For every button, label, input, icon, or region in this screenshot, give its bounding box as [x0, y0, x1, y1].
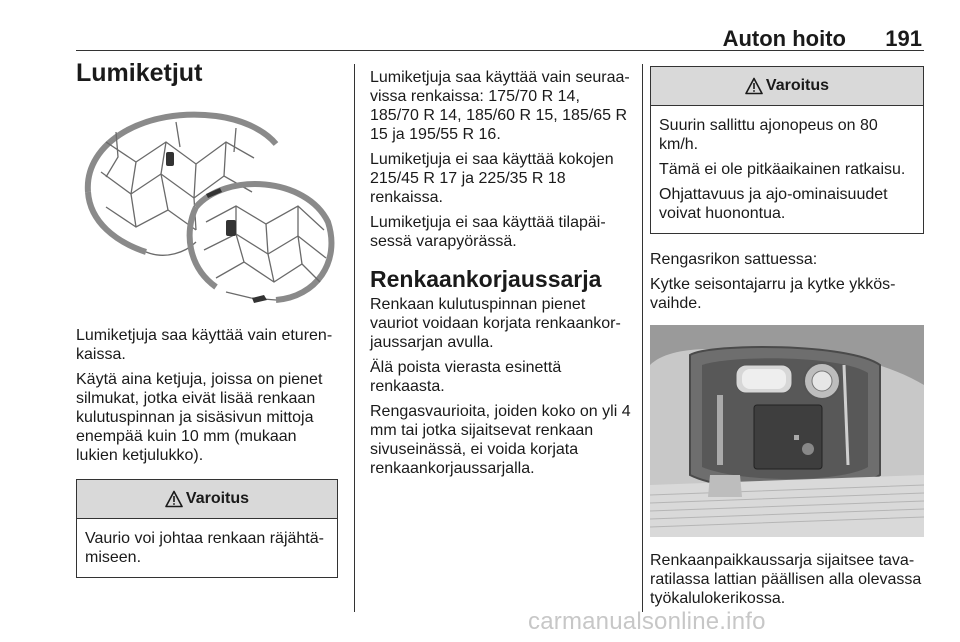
- warning-triangle-icon: [745, 77, 763, 95]
- paragraph: Älä poista vierasta esinettä renkaasta.: [370, 359, 562, 395]
- paragraph: Käytä aina ketjuja, joissa on pienet silmukat, jotka eivät lisää renkaan kulutuspinnan ja sisäsivun mittoja enempää kuin 10 mm (mukaan lukien ketjulukko).: [76, 371, 323, 464]
- paragraph: Kytke seisontajarru ja kytke ykkös-vaihde.: [650, 276, 896, 312]
- column-divider: [354, 64, 355, 612]
- warning-label: Varoitus: [765, 77, 830, 94]
- snow-chains-illustration: [76, 102, 338, 312]
- warning-text: Tämä ei ole pitkäaikainen ratkaisu.: [659, 161, 906, 178]
- watermark: carmanualsonline.info: [528, 608, 766, 635]
- warning-label: Varoitus: [185, 490, 250, 507]
- warning-text: Suurin sallittu ajonopeus on 80 km/h.: [659, 117, 878, 153]
- figure-caption: Renkaanpaikkaussarja sijaitsee tava-ratilassa lattian päällisen alla olevassa työkalulokerikossa.: [650, 552, 922, 607]
- column-2: [370, 58, 632, 484]
- tire-repair-kit-icon: [650, 325, 924, 537]
- section-heading-renkaankorjaussarja: Renkaankorjaussarja: [370, 266, 602, 292]
- warning-triangle-icon: [165, 490, 183, 508]
- warning-text: Ohjattavuus ja ajo-ominaisuudet voivat huonontua.: [659, 186, 888, 222]
- page-header: [76, 0, 924, 51]
- warning-box: [650, 66, 924, 234]
- paragraph: Lumiketjuja saa käyttää vain seuraa-vissa renkaissa: 175/70 R 14, 185/70 R 14, 185/60 R 15, 185/65 R 15 ja 195/55 R 16.: [370, 69, 630, 143]
- paragraph: Lumiketjuja saa käyttää vain eturen-kaissa.: [76, 327, 333, 363]
- section-title: Auton hoito: [722, 26, 846, 51]
- repair-kit-photo: [650, 325, 924, 537]
- paragraph: Lumiketjuja ei saa käyttää kokojen 215/45 R 17 ja 225/35 R 18 renkaissa.: [370, 151, 614, 206]
- warning-header: [651, 67, 923, 106]
- paragraph: Lumiketjuja ei saa käyttää tilapäi-sessä varapyörässä.: [370, 214, 606, 250]
- paragraph: Rengasvaurioita, joiden koko on yli 4 mm tai jotka sijaitsevat renkaan sivuseinässä, ei voida korjata renkaankorjaussarjalla.: [370, 403, 631, 477]
- page-number: 191: [885, 26, 922, 51]
- paragraph: Renkaan kulutuspinnan pienet vauriot voidaan korjata renkaankor-jaussarjan avulla.: [370, 296, 621, 351]
- paragraph: Rengasrikon sattuessa:: [650, 251, 818, 268]
- snow-chains-icon: [76, 102, 338, 312]
- warning-box: [76, 479, 338, 578]
- column-3: [650, 58, 924, 614]
- column-1: [76, 58, 338, 588]
- warning-header: [77, 480, 337, 519]
- column-divider: [642, 64, 643, 612]
- warning-text: Vaurio voi johtaa renkaan räjähtä-miseen.: [85, 530, 324, 566]
- section-heading-lumiketjut: Lumiketjut: [76, 59, 203, 87]
